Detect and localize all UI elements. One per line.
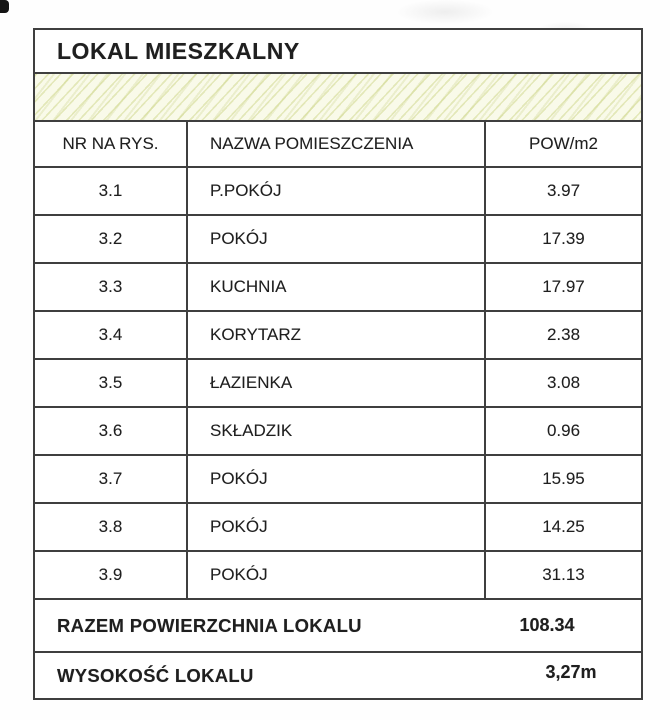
room-number-cell: 3.9 (35, 552, 188, 598)
page-title: LOKAL MIESZKALNY (57, 37, 300, 64)
room-area-cell: 2.38 (546, 325, 581, 344)
room-area-cell: 3.08 (546, 373, 581, 392)
room-number-cell: 3.4 (35, 312, 188, 358)
table-row (35, 216, 641, 264)
room-number-cell: 3.3 (35, 264, 188, 310)
room-name-cell: POKÓJ (188, 552, 486, 598)
table-row (35, 552, 641, 600)
room-area-cell: 17.97 (542, 277, 585, 296)
room-area-cell: 3.97 (546, 181, 581, 200)
room-number-cell: 3.6 (35, 408, 188, 454)
room-area-table (33, 28, 643, 700)
room-area-cell: 0.96 (546, 421, 581, 440)
room-name-cell: POKÓJ (188, 456, 486, 502)
table-row (35, 312, 641, 360)
total-area-row (35, 600, 641, 653)
table-row (35, 168, 641, 216)
unit-height-row (35, 653, 641, 698)
room-name-cell: KORYTARZ (188, 312, 486, 358)
room-name-cell: POKÓJ (188, 504, 486, 550)
room-name-cell: SKŁADZIK (188, 408, 486, 454)
room-area-cell: 14.25 (542, 517, 585, 536)
room-name-cell: ŁAZIENKA (188, 360, 486, 406)
table-row (35, 360, 641, 408)
room-name-cell: POKÓJ (188, 216, 486, 262)
room-number-cell: 3.8 (35, 504, 188, 550)
table-header-row (35, 122, 641, 168)
table-row (35, 504, 641, 552)
column-header-number: NR NA RYS. (35, 122, 188, 166)
total-area-label: RAZEM POWIERZCHNIA LOKALU (57, 614, 362, 636)
table-row (35, 408, 641, 456)
room-area-cell: 31.13 (542, 565, 585, 584)
table-row (35, 264, 641, 312)
hatched-band (35, 74, 641, 122)
room-area-cell: 15.95 (542, 469, 585, 488)
scan-artifact-mark (0, 0, 9, 13)
room-number-cell: 3.7 (35, 456, 188, 502)
table-row (35, 456, 641, 504)
unit-height-label: WYSOKOŚĆ LOKALU (57, 664, 254, 686)
room-area-cell: 17.39 (542, 229, 585, 248)
table-title-row (35, 30, 641, 74)
total-area-value: 108.34 (519, 615, 575, 635)
room-name-cell: P.POKÓJ (188, 168, 486, 214)
column-header-area: POW/m2 (529, 134, 598, 153)
room-name-cell: KUCHNIA (188, 264, 486, 310)
room-number-cell: 3.2 (35, 216, 188, 262)
room-number-cell: 3.5 (35, 360, 188, 406)
column-header-name: NAZWA POMIESZCZENIA (188, 122, 486, 166)
unit-height-value: 3,27m (545, 662, 597, 682)
room-number-cell: 3.1 (35, 168, 188, 214)
